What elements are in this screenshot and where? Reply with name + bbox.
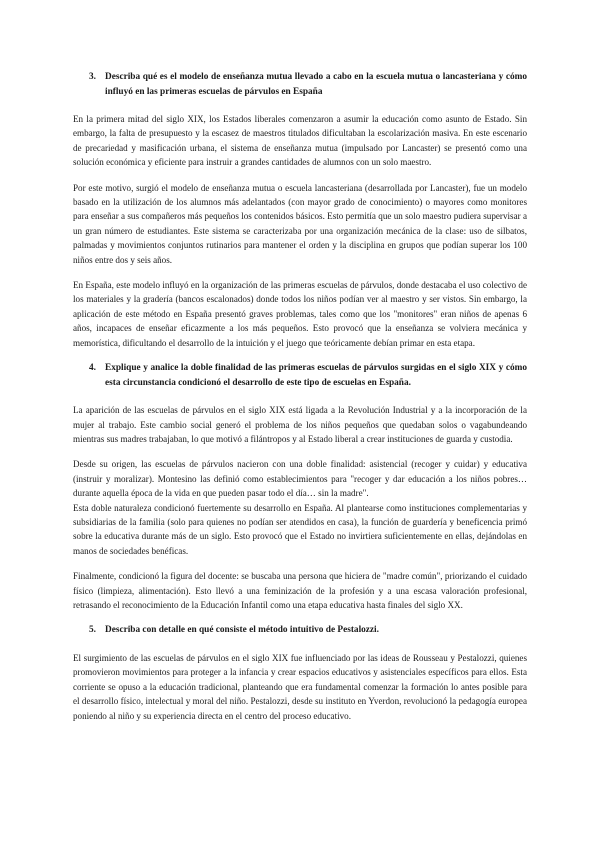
question-heading-3 [89,70,527,99]
question-heading-5 [89,623,527,638]
question-number: 5. [89,625,96,636]
paragraph: El surgimiento de las escuelas de párvulos en el siglo XIX fue influenciado por las ideas de Rousseau y Pestalozzi, quienes promovieron movimientos para proteger a la infancia y crear espacios educativos y asistenciales específicos para ellos. Esta corriente se opuso a la educación tradicional, planteando que era fundamental comenzar la formación lo antes posible para el desarrollo físico, intelectual y moral del niño. Pestalozzi, desde su instituto en Yverdon, revolucionó la pedagogía europea poniendo al niño y su experiencia directa en el centro del proceso educativo. [73,652,527,721]
question-text: Describa con detalle en qué consiste el método intuitivo de Pestalozzi. [105,625,379,636]
question-number: 3. [89,72,96,82]
question-number: 4. [89,363,96,374]
paragraph: La aparición de las escuelas de párvulos en el siglo XIX está ligada a la Revolución Industrial y a la incorporación de la mujer al trabajo. Este cambio social generó el problema de los niños pequeños que quedaban solos o vagabundeando mientras sus madres trabajaban, lo que motivó a filántropos y al Estado liberal a crear instituciones de guarda y custodia. [73,405,527,444]
paragraph: Desde su origen, las escuelas de párvulos nacieron con una doble finalidad: asistencial (recoger y cuidar) y educativa (instruir y moralizar). Montesino las definió como establecimientos para "recoger y dar educación a los niños pobres… durante aquella época de la vida en que pueden pasar todo el día… sin la madre". [73,459,527,499]
paragraph: Esta doble naturaleza condicionó fuertemente su desarrollo en España. Al plantearse como instituciones complementarias y subsidiarias de la familia (solo para quienes no podían ser atendidos en casa), la función de guardería y beneficencia primó sobre la educativa durante más de un siglo. Esto provocó que el Estado no invirtiera suficientemente en ellas, dejándolas en manos de sociedades benéficas. [73,502,527,556]
paragraph: Finalmente, condicionó la figura del docente: se buscaba una persona que hiciera de "madre común", priorizando el cuidado físico (limpieza, alimentación). Esto llevó a una feminización de la profesión y a una escasa valoración profesional, retrasando el reconocimiento de la Educación Infantil como una etapa educativa hasta finales del siglo XX. [73,571,527,610]
document-page [73,70,527,734]
paragraph: En la primera mitad del siglo XIX, los Estados liberales comenzaron a asumir la educación como asunto de Estado. Sin embargo, la falta de presupuesto y la escasez de maestros titulados dificultaban la escolarización masiva. En este escenario de precariedad y masificación urbana, el sistema de enseñanza mutua (impulsado por Lancaster) se presentó como una solución económica y eficiente para instruir a grandes cantidades de alumnos con un solo maestro. [73,114,527,168]
question-text: Describa qué es el modelo de enseñanza mutua llevado a cabo en la escuela mutua o lancasteriana y cómo influyó en las primeras escuelas de párvulos en España [105,72,527,97]
question-text: Explique y analice la doble finalidad de las primeras escuelas de párvulos surgidas en el siglo XIX y cómo esta circunstancia condicionó el desarrollo de este tipo de escuelas en España. [105,363,527,388]
paragraph: Por este motivo, surgió el modelo de enseñanza mutua o escuela lancasteriana (desarrollada por Lancaster), fue un modelo basado en la utilización de los alumnos más adelantados (con mayor grado de conocimiento) o mayores como monitores para enseñar a sus compañeros más pequeños los contenidos básicos. Esto permitía que un solo maestro pudiera supervisar a un gran número de estudiantes. Este sistema se caracterizaba por una organización mecánica de la clase: uso de silbatos, palmadas y movimientos conjuntos rutinarios para mantener el orden y la disciplina en grupos que podían superar los 100 niños entre dos y seis años. [73,182,527,265]
paragraph: En España, este modelo influyó en la organización de las primeras escuelas de párvulos, donde destacaba el uso colectivo de los materiales y la gradería (bancos escalonados) donde todos los niños podían ver al maestro y ser vistos. Sin embargo, la aplicación de este método en España presentó graves problemas, tales como que los "monitores" eran niños de apenas 6 años, incapaces de enseñar eficazmente a los más pequeños. Esto provocó que la enseñanza se volviera mecánica y memorística, dificultando el desarrollo de la intuición y el juego que teóricamente debían primar en esta etapa. [73,280,527,348]
question-heading-4 [89,361,527,390]
